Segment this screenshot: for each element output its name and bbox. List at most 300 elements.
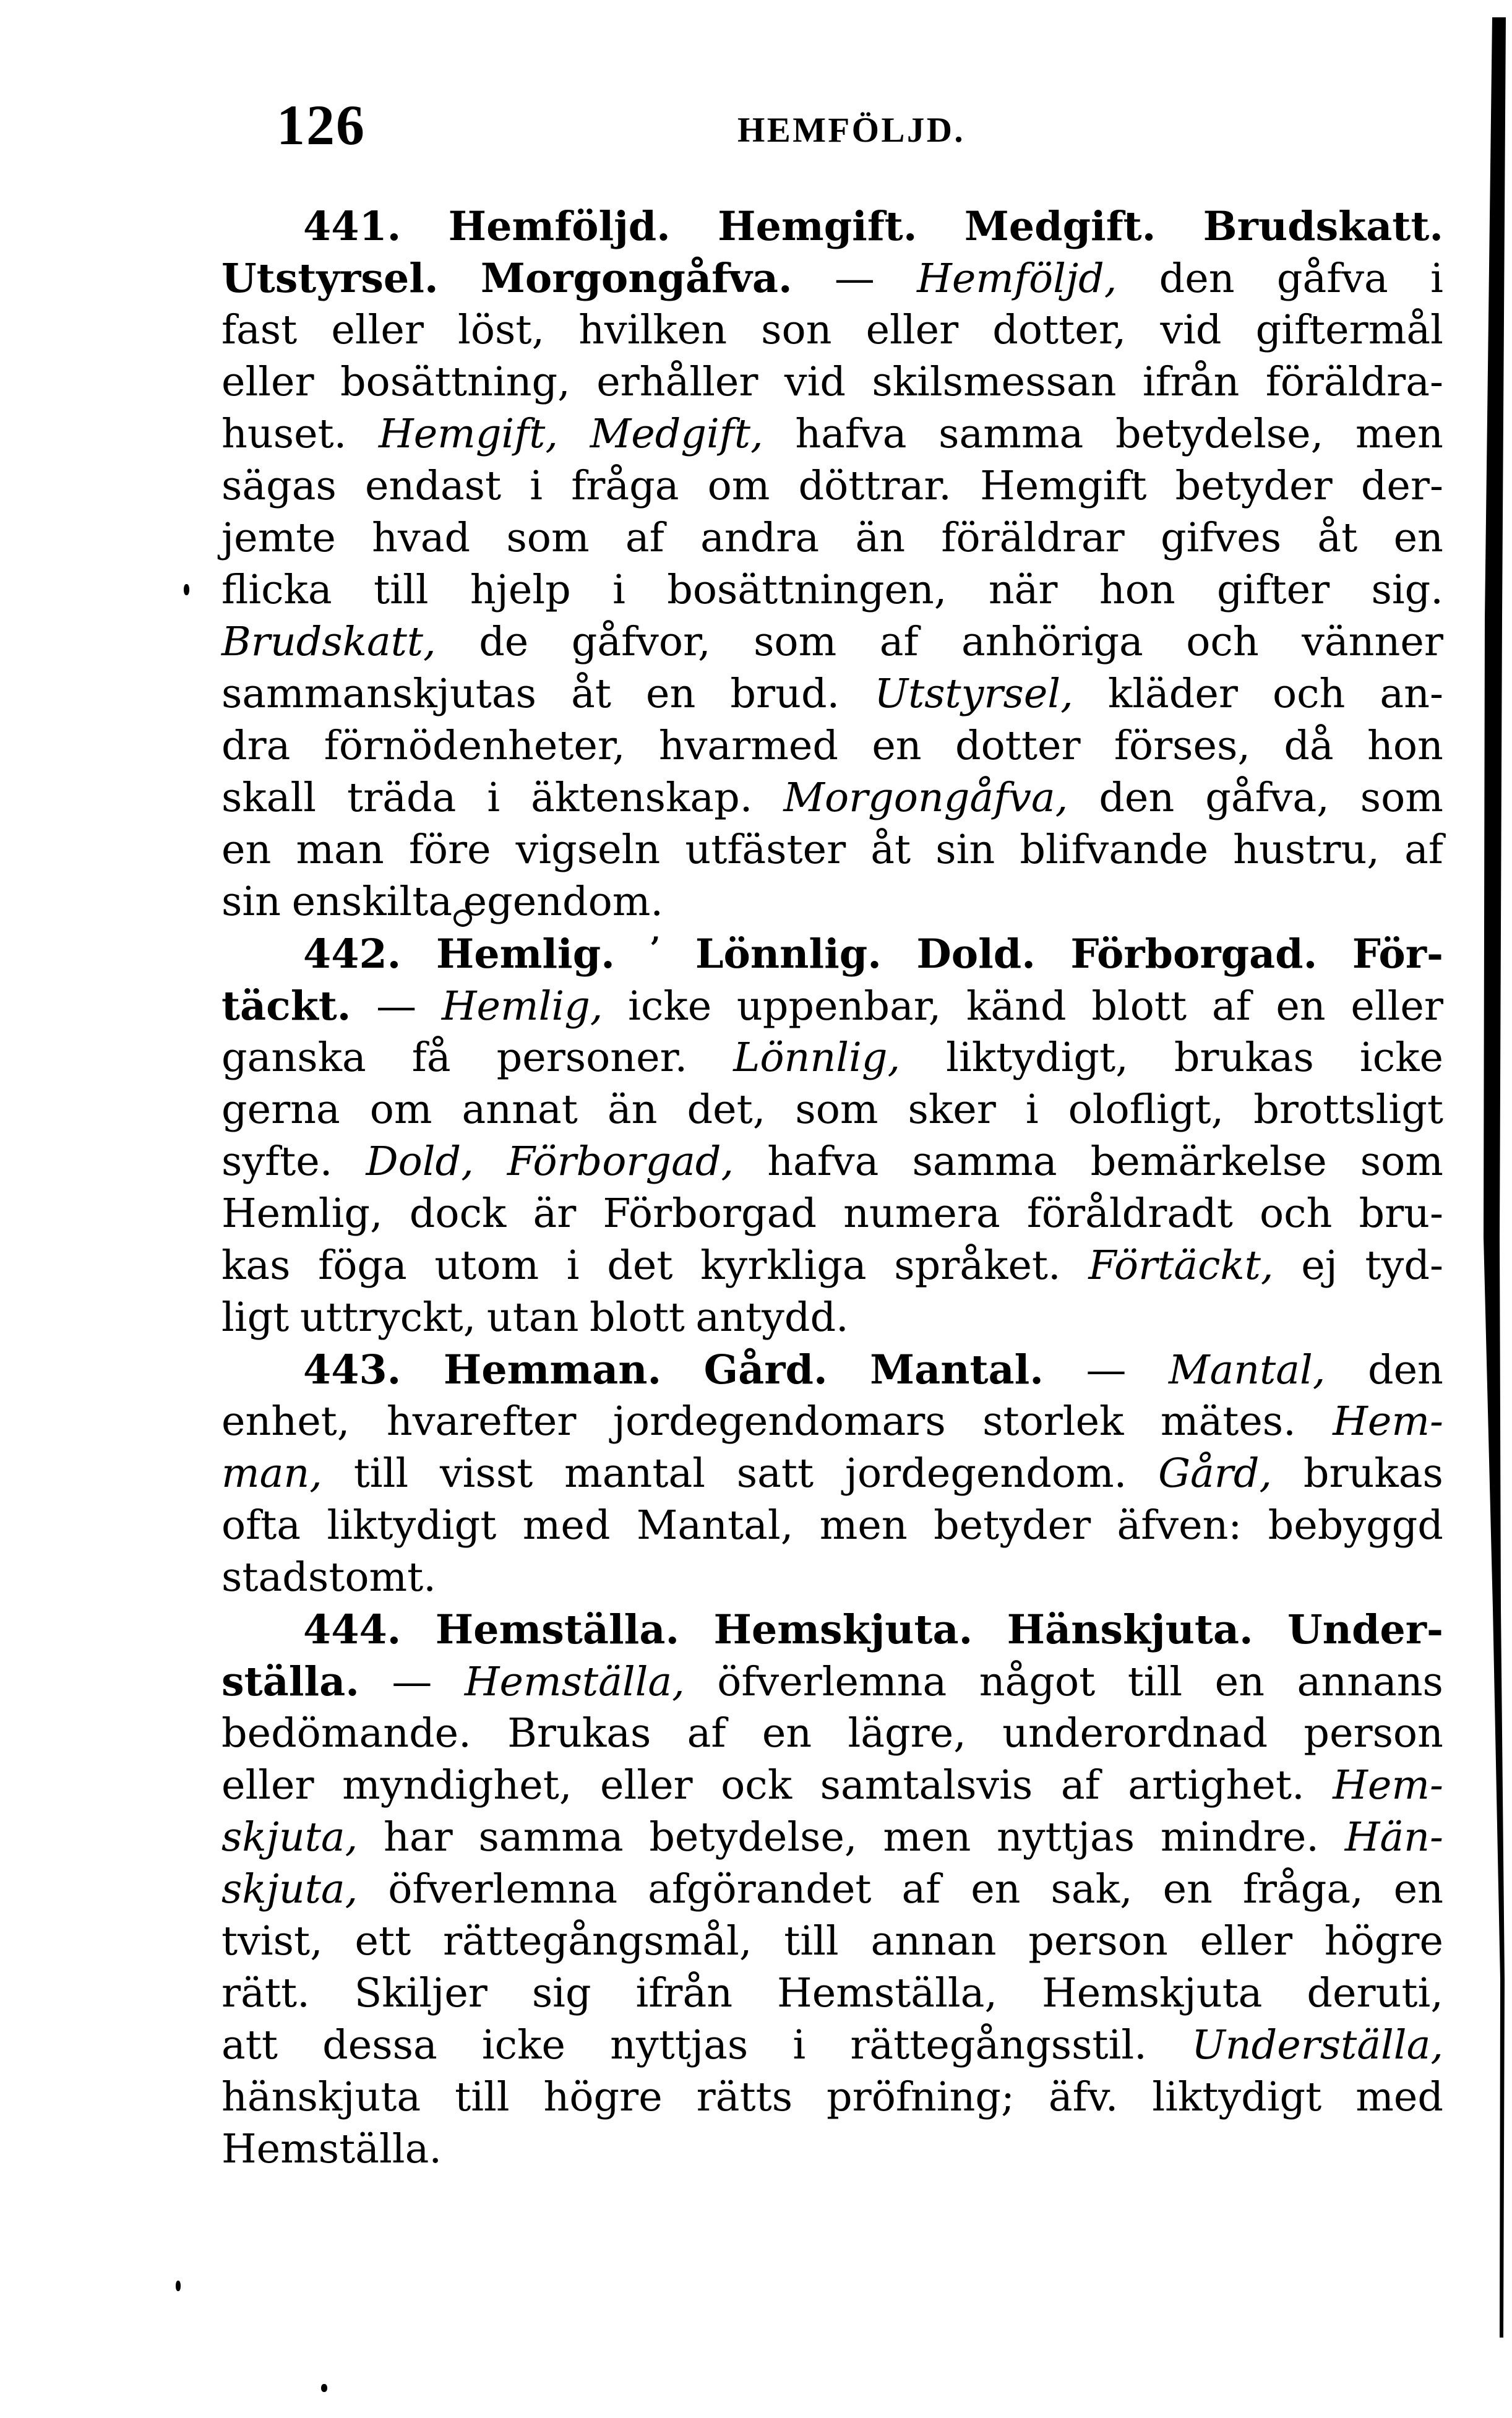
word: en: [1276, 983, 1326, 1030]
word: eller: [600, 1762, 693, 1809]
word: liktydigt,: [946, 1035, 1128, 1081]
word: jordegendom.: [844, 1450, 1127, 1497]
word: Dold.: [916, 931, 1036, 978]
word: 443.: [303, 1346, 402, 1393]
word: som: [754, 619, 837, 665]
word: träda: [347, 775, 457, 821]
word: rättegångsstil.: [850, 2022, 1147, 2068]
word: Morgongåfva.: [480, 255, 793, 302]
word: blott: [590, 1294, 685, 1341]
text-line: [221, 1656, 1443, 1708]
word: ställa.: [221, 1658, 359, 1705]
word: till: [1127, 1659, 1183, 1705]
word: fast: [221, 307, 298, 353]
word: af: [1404, 827, 1443, 873]
word: tyd-: [1365, 1242, 1443, 1289]
word: tvist,: [221, 1918, 323, 1964]
text-line: [221, 356, 1443, 408]
word: ej: [1301, 1242, 1338, 1289]
text-line: [221, 2020, 1443, 2072]
word: samma: [912, 1138, 1057, 1185]
text-line: [221, 512, 1443, 564]
word: skjuta,: [221, 1866, 358, 1912]
word: visst: [439, 1450, 533, 1497]
word: eller: [866, 307, 959, 353]
word: en: [646, 671, 696, 717]
word: endast: [364, 463, 502, 509]
word: enhet,: [221, 1398, 350, 1445]
word: icke: [628, 983, 712, 1030]
word: Hemman.: [443, 1346, 662, 1393]
word: icke: [1359, 1035, 1443, 1081]
word: ock: [721, 1762, 793, 1809]
word: erhåller: [596, 359, 758, 405]
word: till: [353, 1450, 409, 1497]
word: än: [855, 515, 906, 561]
dictionary-entry-441: [221, 200, 1443, 928]
text-line: [221, 200, 1443, 252]
word: föräldra-: [1265, 359, 1443, 405]
word: Hemföljd,: [917, 256, 1117, 302]
word: liktydigt: [1152, 2074, 1322, 2120]
word: och: [1186, 619, 1259, 665]
word: —: [834, 256, 875, 302]
word: i: [566, 1242, 580, 1289]
text-line: [221, 1240, 1443, 1292]
word: Förtäckt,: [1088, 1242, 1274, 1289]
word: af: [901, 1866, 941, 1912]
word: huset.: [221, 411, 347, 457]
word: gåfva: [1276, 256, 1388, 302]
word: För-: [1352, 931, 1443, 978]
word: andra: [700, 515, 820, 561]
word: äfv.: [1048, 2074, 1119, 2120]
word: kläder: [1107, 671, 1238, 717]
word: de: [479, 619, 529, 665]
word: betydelse,: [649, 1814, 857, 1861]
word: föråldradt: [1026, 1190, 1233, 1237]
word: eller: [1351, 983, 1443, 1030]
word: Dold,: [366, 1138, 474, 1185]
word: en: [1393, 515, 1443, 561]
word: stadstomt.: [221, 1554, 436, 1601]
text-line: [221, 824, 1443, 876]
word: Skiljer: [354, 1970, 488, 2016]
word: af: [879, 619, 919, 665]
scan-speck: [453, 910, 472, 927]
word: enskilta: [291, 879, 453, 925]
text-line: [221, 1396, 1443, 1448]
word: utom: [434, 1242, 539, 1289]
word: der-: [1360, 463, 1443, 509]
word: när: [988, 567, 1058, 613]
word: person: [1028, 1918, 1168, 1964]
word: kyrkliga: [700, 1242, 867, 1289]
word: men: [1355, 411, 1443, 457]
word: har: [384, 1814, 453, 1861]
scan-speck: [176, 2281, 181, 2291]
word: men: [819, 1502, 908, 1549]
word: 441.: [303, 203, 402, 250]
word: bedömande.: [221, 1710, 471, 1757]
word: ett: [354, 1918, 411, 1964]
word: dotter: [955, 723, 1081, 769]
word: än: [607, 1086, 658, 1133]
text-line: [221, 2123, 1443, 2175]
word: annat: [462, 1086, 578, 1133]
word: åt: [870, 827, 911, 873]
word: i: [793, 2022, 806, 2068]
word: Utstyrsel,: [874, 671, 1073, 717]
scan-speck: [184, 584, 189, 595]
word: uttryckt,: [299, 1294, 476, 1341]
word: Mantal,: [636, 1502, 794, 1549]
word: af: [1060, 1762, 1100, 1809]
word: Lönnlig,: [733, 1035, 901, 1081]
word: ligt: [221, 1294, 290, 1341]
text-line: [221, 408, 1443, 460]
word: något: [979, 1659, 1096, 1705]
word: högre: [543, 2074, 663, 2120]
word: uppenbar,: [736, 983, 942, 1030]
word: rättegångsmål,: [442, 1918, 752, 1964]
word: förses,: [1114, 723, 1250, 769]
word: få: [411, 1035, 451, 1081]
text-line: [221, 720, 1443, 772]
word: förnödenheter,: [324, 723, 625, 769]
word: föga: [318, 1242, 407, 1289]
word: af: [625, 515, 664, 561]
word: egendom.: [463, 879, 664, 925]
dictionary-entry-444: [221, 1604, 1443, 2175]
word: till: [374, 567, 429, 613]
word: och: [1272, 671, 1346, 717]
word: en: [1162, 1866, 1213, 1912]
word: Underställa,: [1191, 2022, 1443, 2068]
word: öfverlemna: [388, 1866, 618, 1912]
word: gifter: [1217, 567, 1330, 613]
word: då: [1284, 723, 1334, 769]
text-line: [221, 1604, 1443, 1656]
word: hänskjuta: [221, 2074, 421, 2120]
word: mindre.: [1160, 1814, 1319, 1861]
word: man,: [221, 1450, 322, 1497]
text-line: [221, 1708, 1443, 1760]
word: person: [1304, 1710, 1443, 1757]
word: afgörandet: [648, 1866, 872, 1912]
word: Hän-: [1344, 1814, 1443, 1861]
word: samtalsvis: [820, 1762, 1033, 1809]
word: skjuta,: [221, 1814, 358, 1861]
word: om: [369, 1086, 432, 1133]
word: hafva: [767, 1138, 879, 1185]
word: deruti,: [1307, 1970, 1443, 2016]
running-title: HEMFÖLJD.: [737, 111, 966, 150]
word: den: [1099, 775, 1175, 821]
word: dra: [221, 723, 291, 769]
word: före: [408, 827, 491, 873]
word: myndighet,: [342, 1762, 572, 1809]
text-line: [221, 980, 1443, 1032]
word: att: [221, 2022, 278, 2068]
word: Hemföljd.: [448, 203, 671, 250]
word: brukas: [1303, 1450, 1443, 1497]
gutter-shadow-shape: [1484, 17, 1506, 2338]
word: personer.: [496, 1035, 688, 1081]
word: sin: [935, 827, 995, 873]
word: hvarefter: [386, 1398, 577, 1445]
text-line: [221, 876, 1443, 928]
word: Under-: [1287, 1606, 1443, 1653]
word: Hemgift: [980, 463, 1147, 509]
word: bru-: [1359, 1190, 1443, 1237]
word: annan: [870, 1918, 997, 1964]
word: en: [872, 723, 922, 769]
dictionary-entry-442: [221, 928, 1443, 1344]
word: som: [506, 515, 590, 561]
word: rätt.: [221, 1970, 310, 2016]
scan-speck: [321, 2384, 327, 2392]
word: hustru,: [1233, 827, 1380, 873]
word: hvilken: [578, 307, 728, 353]
text-line: [221, 1136, 1443, 1188]
word: Lönnlig.: [695, 931, 882, 978]
word: åt: [571, 671, 611, 717]
word: sig.: [1371, 567, 1443, 613]
word: kas: [221, 1242, 291, 1289]
word: fråga: [571, 463, 679, 509]
ink-blot-artifact: ’: [650, 931, 661, 966]
word: sker: [908, 1086, 996, 1133]
text-line: [221, 1812, 1443, 1864]
word: det: [607, 1242, 673, 1289]
word: sägas: [221, 463, 337, 509]
word: är: [533, 1190, 577, 1237]
word: ganska: [221, 1035, 366, 1081]
text-line: [221, 564, 1443, 616]
text-line: [221, 1864, 1443, 1916]
word: med: [522, 1502, 611, 1549]
word: som: [1360, 775, 1443, 821]
word: olofligt,: [1068, 1086, 1224, 1133]
word: den: [1367, 1347, 1443, 1393]
word: af: [1211, 983, 1251, 1030]
text-line: [221, 1084, 1443, 1136]
word: och: [1259, 1190, 1333, 1237]
word: i: [612, 567, 625, 613]
word: Hemställa.: [221, 2126, 442, 2172]
word: eller: [221, 1762, 314, 1809]
word: högre: [1324, 1918, 1443, 1964]
word: gerna: [221, 1086, 340, 1133]
word: hon: [1099, 567, 1175, 613]
word: ifrån: [635, 1970, 733, 2016]
word: bebyggd: [1268, 1502, 1443, 1549]
word: som: [1360, 1138, 1443, 1185]
word: en: [762, 1710, 812, 1757]
word: lägre,: [848, 1710, 966, 1757]
text-line: [221, 1760, 1443, 1812]
word: rätts: [696, 2074, 793, 2120]
word: anhöriga: [961, 619, 1143, 665]
text-line: [221, 1188, 1443, 1240]
text-line: [221, 304, 1443, 356]
word: i: [1430, 256, 1443, 302]
word: känd: [966, 983, 1067, 1030]
word: till: [784, 1918, 839, 1964]
word: Brukas: [507, 1710, 651, 1757]
word: Hemställa,: [777, 1970, 998, 2016]
word: jemte: [221, 515, 336, 561]
word: Hemlig,: [221, 1190, 383, 1237]
word: satt: [736, 1450, 814, 1497]
word: antydd.: [695, 1294, 849, 1341]
word: täckt.: [221, 983, 351, 1030]
word: vid: [784, 359, 846, 405]
word: en: [1214, 1659, 1265, 1705]
word: äktenskap.: [531, 775, 753, 821]
word: en: [971, 1866, 1021, 1912]
word: numera: [843, 1190, 1000, 1237]
word: —: [1086, 1347, 1127, 1393]
word: son: [761, 307, 832, 353]
word: gifves: [1161, 515, 1282, 561]
word: dessa: [322, 2022, 437, 2068]
word: annans: [1297, 1659, 1443, 1705]
word: vänner: [1302, 619, 1443, 665]
text-line: [221, 1552, 1443, 1604]
word: sig: [531, 1970, 591, 2016]
word: om: [707, 463, 770, 509]
word: gåfva,: [1205, 775, 1329, 821]
word: hjelp: [470, 567, 571, 613]
word: hvarmed: [658, 723, 838, 769]
word: betyder: [934, 1502, 1091, 1549]
word: gåfvor,: [571, 619, 711, 665]
word: en: [221, 827, 272, 873]
word: eller: [331, 307, 424, 353]
word: Hänskjuta.: [1007, 1606, 1253, 1653]
word: artighet.: [1128, 1762, 1305, 1809]
word: utan: [486, 1294, 579, 1341]
word: bosättning,: [340, 359, 570, 405]
word: betydelse,: [1115, 411, 1324, 457]
word: hon: [1367, 723, 1443, 769]
word: Mantal,: [1168, 1347, 1326, 1393]
word: Gård,: [1158, 1450, 1273, 1497]
word: brottsligt: [1253, 1086, 1443, 1133]
word: i: [1025, 1086, 1039, 1133]
word: Hemgift.: [718, 203, 917, 250]
word: föräldrar: [941, 515, 1125, 561]
word: döttrar.: [798, 463, 951, 509]
word: bemärkelse: [1090, 1138, 1327, 1185]
word: blifvande: [1020, 827, 1209, 873]
word: Hemskjuta.: [713, 1606, 973, 1653]
word: Utstyrsel.: [221, 255, 439, 302]
word: med: [1355, 2074, 1443, 2120]
word: dock: [409, 1190, 507, 1237]
word: 442.: [303, 931, 402, 978]
word: dotter,: [992, 307, 1127, 353]
text-line: [221, 460, 1443, 512]
word: underordnad: [1002, 1710, 1268, 1757]
word: hvad: [372, 515, 471, 561]
word: som: [795, 1086, 878, 1133]
word: giftermål: [1255, 307, 1443, 353]
word: äfven:: [1117, 1502, 1242, 1549]
word: ofta: [221, 1502, 301, 1549]
word: det,: [687, 1086, 766, 1133]
text-line: [221, 1344, 1443, 1396]
word: Hemgift,: [379, 411, 559, 457]
word: den: [1159, 256, 1235, 302]
text-line: [221, 252, 1443, 304]
text-line: [221, 616, 1443, 668]
word: Morgongåfva,: [783, 775, 1068, 821]
word: språket.: [894, 1242, 1061, 1289]
text-line: [221, 1292, 1443, 1344]
word: 444.: [303, 1606, 402, 1653]
word: ifrån: [1142, 359, 1240, 405]
word: samma: [939, 411, 1084, 457]
word: mätes.: [1160, 1398, 1296, 1445]
word: men: [883, 1814, 971, 1861]
word: sak,: [1050, 1866, 1133, 1912]
word: löst,: [458, 307, 545, 353]
word: jordegendomars: [612, 1398, 946, 1445]
word: icke: [481, 2022, 565, 2068]
word: Brudskatt,: [221, 619, 436, 665]
word: skall: [221, 775, 317, 821]
word: vigseln: [515, 827, 661, 873]
word: —: [392, 1659, 432, 1705]
word: vid: [1160, 307, 1222, 353]
word: brukas: [1174, 1035, 1314, 1081]
word: Medgift.: [964, 203, 1156, 250]
text-block: [221, 200, 1443, 2175]
text-line: [221, 1032, 1443, 1084]
word: åt: [1317, 515, 1358, 561]
dictionary-entry-443: [221, 1344, 1443, 1604]
word: Hemlig.: [436, 931, 615, 978]
word: Hemställa,: [464, 1659, 685, 1705]
word: sammanskjutas: [221, 671, 536, 717]
word: fråga,: [1242, 1866, 1364, 1912]
word: Mantal.: [870, 1346, 1044, 1393]
text-line: [221, 1500, 1443, 1552]
word: flicka: [221, 567, 332, 613]
text-line: [221, 1916, 1443, 1968]
word: eller: [221, 359, 314, 405]
text-line: [221, 1968, 1443, 2020]
text-line: [221, 772, 1443, 824]
word: öfverlemna: [717, 1659, 947, 1705]
word: sin: [221, 879, 281, 925]
word: utfäster: [685, 827, 846, 873]
text-line: [221, 1448, 1443, 1500]
word: hafva: [795, 411, 907, 457]
word: Förborgad.: [1070, 931, 1318, 978]
word: Hem-: [1333, 1398, 1443, 1445]
text-line: [221, 928, 1443, 980]
word: storlek: [982, 1398, 1124, 1445]
text-line: [221, 668, 1443, 720]
word: mantal: [564, 1450, 705, 1497]
word: Brudskatt.: [1203, 203, 1443, 250]
word: liktydigt: [327, 1502, 497, 1549]
word: Hemlig,: [441, 983, 603, 1030]
